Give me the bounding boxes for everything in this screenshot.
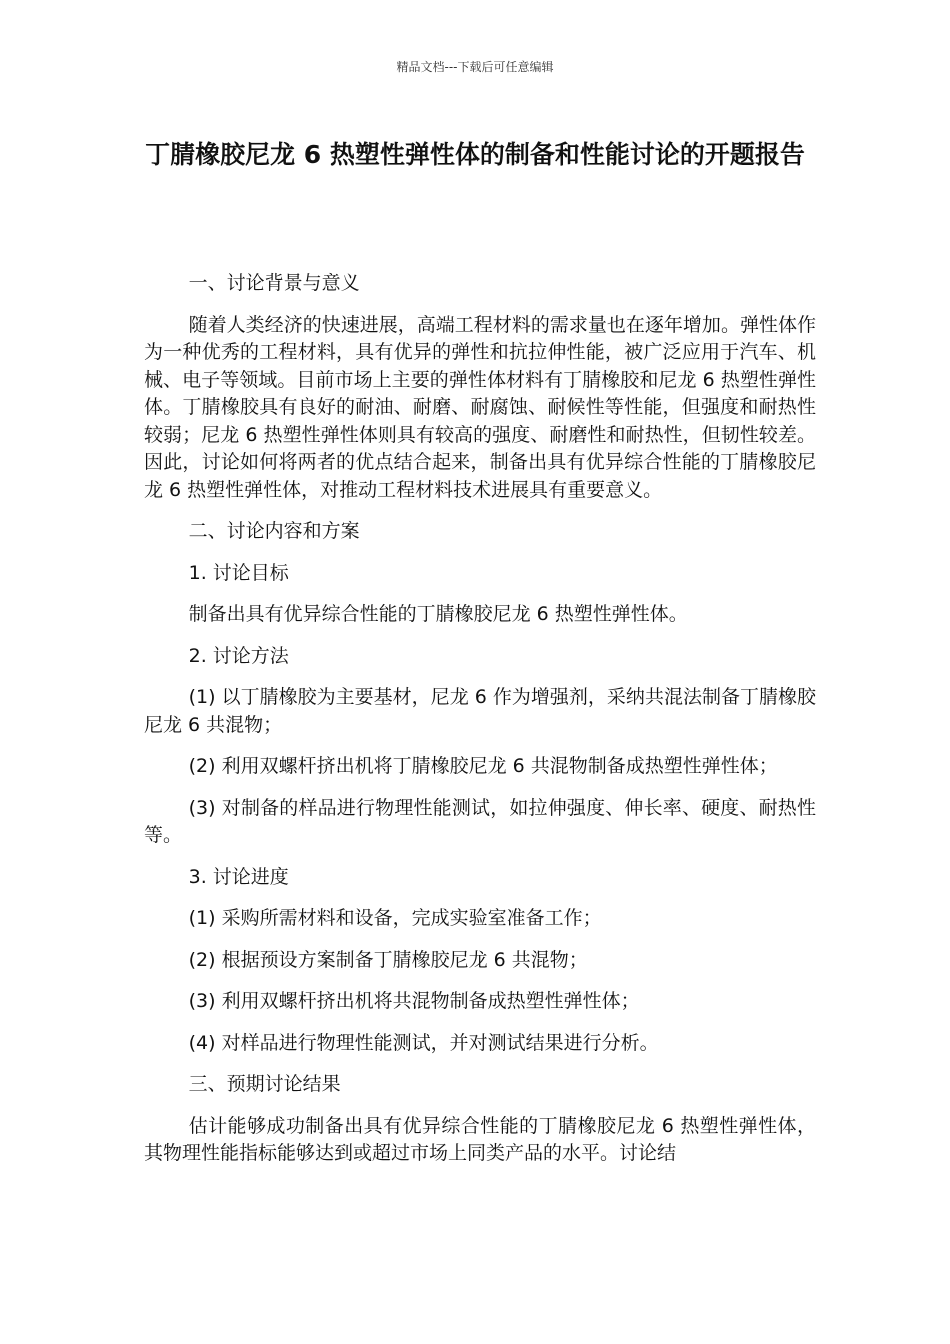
- document-body: [144, 270, 816, 1182]
- subheading-method: 2. 讨论方法: [188, 644, 289, 667]
- document-title: 丁腈橡胶尼龙 6 热塑性弹性体的制备和性能讨论的开题报告: [145, 140, 805, 169]
- method-item-2: (2) 利用双螺杆挤出机将丁腈橡胶尼龙 6 共混物制备成热塑性弹性体；: [188, 755, 778, 777]
- progress-item-1: (1) 采购所需材料和设备，完成实验室准备工作；: [188, 907, 602, 929]
- subheading-goal: 1. 讨论目标: [188, 561, 289, 584]
- method-item-3: (3) 对制备的样品进行物理性能测试，如拉伸强度、伸长率、硬度、耐热性等。: [144, 796, 816, 846]
- paragraph-results: 估计能够成功制备出具有优异综合性能的丁腈橡胶尼龙 6 热塑性弹性体，其物理性能指标能够达到或超过市场上同类产品的水平。讨论结: [144, 1114, 816, 1164]
- paragraph-background: 随着人类经济的快速进展，高端工程材料的需求量也在逐年增加。弹性体作为一种优秀的工程材料，具有优异的弹性和抗拉伸性能，被广泛应用于汽车、机械、电子等领域。目前市场上主要的弹性体材料有丁腈橡胶和尼龙 6 热塑性弹性体。丁腈橡胶具有良好的耐油、耐磨、耐腐蚀、耐候性等性能，但强度和耐热性较弱；尼龙 6 热塑性弹性体则具有较高的强度、耐磨性和耐热性，但韧性较差。因此，讨论如何将两者的优点结合起来，制备出具有优异综合性能的丁腈橡胶尼龙 6 热塑性弹性体，对推动工程材料技术进展具有重要意义。: [144, 313, 816, 501]
- progress-item-3: (3) 利用双螺杆挤出机将共混物制备成热塑性弹性体；: [188, 990, 640, 1012]
- method-item-1: (1) 以丁腈橡胶为主要基材，尼龙 6 作为增强剂，采纳共混法制备丁腈橡胶尼龙 6 共混物；: [144, 686, 816, 736]
- paragraph-goal: 制备出具有优异综合性能的丁腈橡胶尼龙 6 热塑性弹性体。: [188, 603, 688, 625]
- section-heading-content: 二、讨论内容和方案: [188, 520, 360, 542]
- progress-item-4: (4) 对样品进行物理性能测试，并对测试结果进行分析。: [188, 1031, 659, 1054]
- section-heading-background: 一、讨论背景与意义: [188, 272, 360, 294]
- page-header: 精品文档---下载后可任意编辑: [396, 60, 554, 74]
- section-heading-results: 三、预期讨论结果: [188, 1073, 341, 1095]
- subheading-progress: 3. 讨论进度: [188, 865, 289, 888]
- progress-item-2: (2) 根据预设方案制备丁腈橡胶尼龙 6 共混物；: [188, 948, 588, 971]
